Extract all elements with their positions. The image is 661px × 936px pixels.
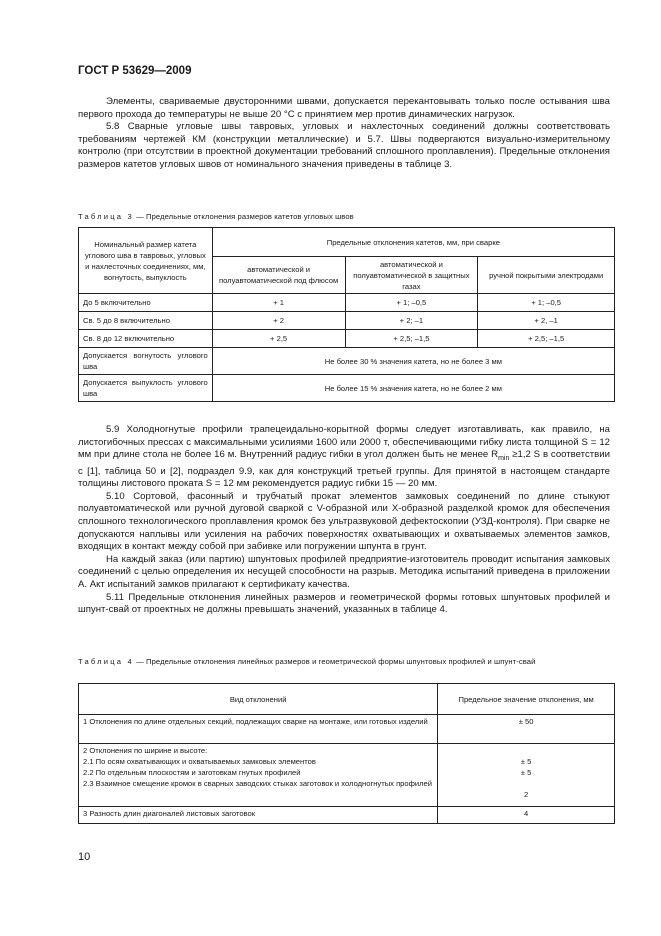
table-4 <box>78 683 615 824</box>
table4-caption <box>78 656 618 667</box>
table3-row-label: Допускается выпуклость углового шва <box>79 375 213 402</box>
subscript: min <box>498 455 510 463</box>
table3-cell: + 2, –1 <box>478 312 615 330</box>
table4-row-item: 2.1 По осям охватывающих и охватываемых замковых элементов <box>83 757 316 766</box>
table4-row2 <box>79 744 438 807</box>
paragraph-part: ≥1,2 S в соответствии с [1], таблица 50 и [2], подраздел 9.9, как для конструкций третьей группы. Для принятой в настоящем стандарте толщины листового проката S = 12 мм рекомендуется радиус гибки 15 — 20 мм. <box>78 449 610 490</box>
table-3 <box>78 227 615 402</box>
table3-group-header: Предельные отклонения катетов, мм, при сварке <box>212 228 614 257</box>
table3-row-label: Св. 5 до 8 включительно <box>79 312 213 330</box>
table3-caption <box>78 211 618 222</box>
table4-caption-text: — Предельные отклонения линейных размеров и геометрической формы шпунтовых профилей и шпунт-свай <box>133 657 536 666</box>
table-row <box>79 312 615 330</box>
table3-cell: Не более 30 % значения катета, но не более 3 мм <box>212 348 614 375</box>
table4-col1-header: Вид отклонений <box>79 684 438 715</box>
table3-row-label: Св. 8 до 12 включительно <box>79 330 213 348</box>
table3-subheader: ручной покрытыми электродами <box>478 257 615 294</box>
table4-row-value: ± 5 <box>520 757 532 766</box>
table4-row-text: 3 Разность длин диагоналей листовых заготовок <box>79 807 438 824</box>
text-block-top <box>78 96 610 172</box>
table4-row-value: ± 5 <box>520 768 532 777</box>
table3-cell: Не более 15 % значения катета, но не более 2 мм <box>212 375 614 402</box>
table4-row-title: 2 Отклонения по ширине и высоте: <box>83 746 208 755</box>
page-number: 10 <box>78 851 91 863</box>
table4-row-value: 2 <box>524 790 529 799</box>
table3-cell: + 2,5; –1,5 <box>345 330 478 348</box>
table3-cell: + 2; –1 <box>345 312 478 330</box>
table3-cell: + 2,5 <box>212 330 345 348</box>
paragraph: 5.8 Сварные угловые швы тавровых, угловых и нахлесточных соединений должны соответствовать требованиям чертежей КМ (конструкции металлические) и 5.7. Швы подвергаются визуально-измерительному контролю (при отсутствии в проектной документации требований сплошного проплавления). Предельные отклонения размеров катетов угловых швов от номинального значения приведены в таблице 3. <box>78 121 610 170</box>
table3-cell: + 1 <box>212 294 345 312</box>
paragraph-part: 5.9 Холодногнутые профили трапецеидально-корытной формы следует изготавливать, как правило, на листогибочных прессах с максимальными усилиями 1600 или 2000 т, обеспечивающими гибку листа толщиной S = 12 мм при длине стола не более 16 м. Внутренний радиус гибки в угол должен быть не менее R <box>78 424 610 461</box>
table3-caption-text: — Предельные отклонения размеров катетов угловых швов <box>133 212 354 221</box>
paragraph: 5.11 Предельные отклонения линейных размеров и геометрической формы готовых шпунтовых профилей и шпунт-свай от проектных не должны превышать значений, указанных в таблице 4. <box>78 591 610 616</box>
paragraph: На каждый заказ (или партию) шпунтовых профилей предприятие-изготовитель проводит испытания замковых соединений с целью определения их несущей способности на разрыв. Методика испытаний приведена в приложении А. Акт испытаний замков прилагают к сертификату качества. <box>78 553 610 591</box>
table3-caption-label: Таблица 3 <box>78 212 134 221</box>
table3-subheader: автоматической и полуавтоматической под флюсом <box>212 257 345 294</box>
paragraph: Элементы, свариваемые двусторонними швами, допускается перекантовывать только после остывания шва первого прохода до температуры не выше 20 °С с принятием мер против динамических нагрузок. <box>78 96 610 120</box>
paragraph: 5.10 Сортовой, фасонный и трубчатый прокат элементов замковых соединений по длине стыкуют полуавтоматической или ручной дуговой сваркой с V-образной или Х-образной разделкой кромок для обеспечения сплошного технологического проплавления кромок без ультразвуковой дефектоскопии (УЗД-контроля). При сварке не допускаются наплывы или усиления на рабочих поверхностях охватывающих и охватываемых элементов замков, входящих в контакт между собой при забивке или погружении шпунта в грунт. <box>78 490 610 553</box>
text-block-mid <box>78 424 610 617</box>
table-row <box>79 375 615 402</box>
table4-row-text: 1 Отклонения по длине отдельных секций, подлежащих сварке на монтаже, или готовых изделий <box>79 715 438 744</box>
table4-row-item: 2.2 По отдельным плоскостям и заготовкам гнутых профилей <box>83 768 301 777</box>
table3-row-label: Допускается вогнутость углового шва <box>79 348 213 375</box>
table-row <box>79 294 615 312</box>
table-row <box>79 330 615 348</box>
table-row <box>79 348 615 375</box>
table3-row-label: До 5 включительно <box>79 294 213 312</box>
table4-row2-values <box>438 744 615 807</box>
table3-subheader: автоматической и полуавтоматической в защитных газах <box>345 257 478 294</box>
page-header: ГОСТ Р 53629—2009 <box>78 65 192 77</box>
table-row <box>79 807 615 824</box>
table4-caption-label: Таблица 4 <box>78 657 134 666</box>
table4-row-value: ± 50 <box>438 715 615 744</box>
table3-cell: + 1; –0,5 <box>345 294 478 312</box>
paragraph <box>78 424 610 491</box>
table3-cell: + 2,5; –1,5 <box>478 330 615 348</box>
table3-cell: + 1; –0,5 <box>478 294 615 312</box>
table-row <box>79 715 615 744</box>
table4-row-item: 2.3 Взаимное смещение кромок в сварных заводских стыках заготовок и холодногнутых профилей <box>83 779 433 788</box>
table3-cell: + 2 <box>212 312 345 330</box>
table4-col2-header: Предельное значение отклонения, мм <box>438 684 615 715</box>
table3-col1-header: Номинальный размер катета углового шва в тавровых, угловых и нахлесточных соединениях, мм, вогнутость, выпуклость <box>79 228 213 294</box>
table4-row-value: 4 <box>438 807 615 824</box>
table-row <box>79 744 615 807</box>
